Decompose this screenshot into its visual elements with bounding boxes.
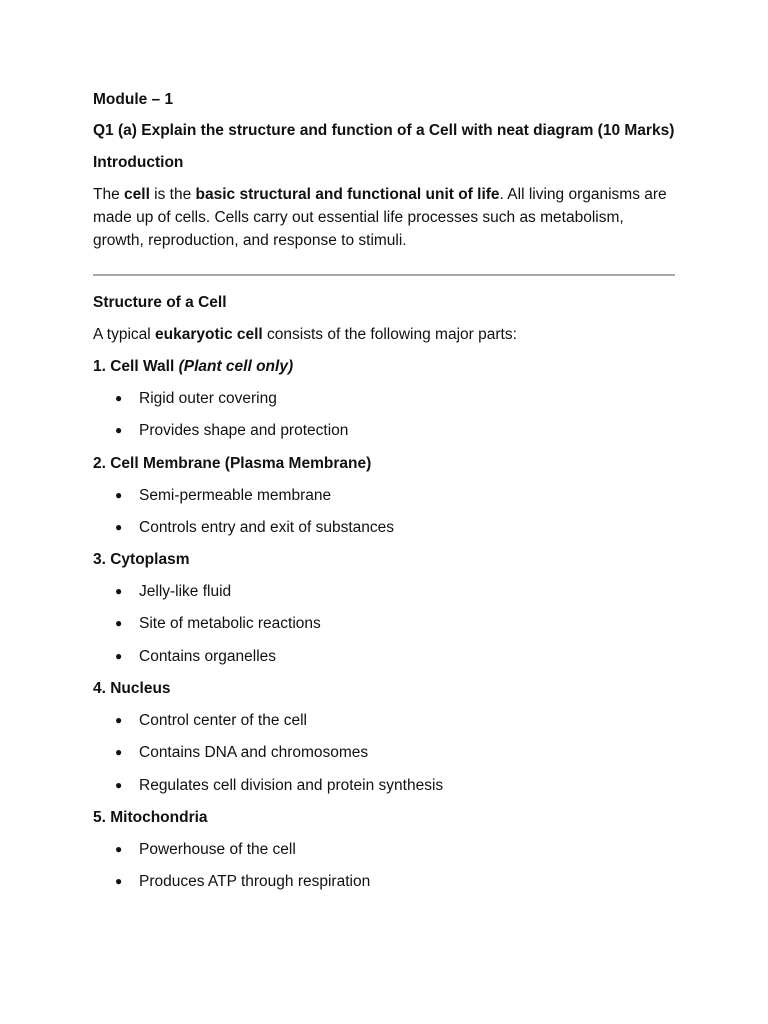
list-item-text: Control center of the cell — [139, 712, 308, 730]
structure-intro-bold: eukaryotic cell — [155, 326, 263, 343]
bullet-icon: ● — [115, 423, 123, 438]
list-item-text: Powerhouse of the cell — [139, 840, 296, 858]
bullet-icon: ● — [115, 777, 123, 792]
bullet-list-cell-membrane — [93, 484, 675, 539]
bullet-icon: ● — [115, 713, 123, 728]
section-title-nucleus: 4. Nucleus — [93, 680, 171, 698]
introduction-paragraph — [93, 183, 675, 252]
intro-bold-definition: basic structural and functional unit of life — [195, 186, 500, 203]
list-item — [93, 516, 675, 539]
list-item — [93, 741, 675, 764]
bullet-icon: ● — [115, 519, 123, 534]
list-item-text: Produces ATP through respiration — [139, 873, 371, 891]
section-title-mitochondria: 5. Mitochondria — [93, 808, 208, 826]
intro-text-3: . All living organisms are made up of cells. Cells carry out essential life processes such as metabolism, growth, reproduction, and response to stimuli. — [93, 186, 667, 249]
bullet-list-cytoplasm — [93, 580, 675, 668]
section-title-cell-membrane: 2. Cell Membrane (Plasma Membrane) — [93, 454, 372, 472]
list-item — [93, 419, 675, 442]
bullet-icon: ● — [115, 648, 123, 663]
structure-heading: Structure of a Cell — [93, 294, 227, 311]
bullet-icon: ● — [115, 487, 123, 502]
intro-text-2: is the — [149, 186, 196, 203]
intro-bold-cell: cell — [124, 186, 150, 203]
section-title-cytoplasm: 3. Cytoplasm — [93, 551, 190, 569]
list-item-text: Provides shape and protection — [139, 422, 349, 440]
list-item-text: Regulates cell division and protein synthesis — [139, 776, 444, 794]
bullet-list-nucleus — [93, 709, 675, 797]
list-item-text: Controls entry and exit of substances — [139, 518, 395, 536]
section-title-italic: (Plant cell only) — [178, 358, 294, 375]
list-item — [93, 645, 675, 668]
list-item-text: Semi-permeable membrane — [139, 486, 332, 504]
bullet-icon: ● — [115, 616, 123, 631]
list-item — [93, 387, 675, 410]
bullet-icon: ● — [115, 391, 123, 405]
list-item — [93, 612, 675, 635]
introduction-heading: Introduction — [93, 154, 184, 171]
intro-text-1: The — [93, 186, 125, 203]
structure-intro-text-2: consists of the following major parts: — [262, 326, 517, 343]
list-item — [93, 838, 675, 861]
section-title-cell-wall — [93, 355, 675, 378]
bullet-icon: ● — [115, 584, 123, 599]
horizontal-divider — [93, 274, 675, 276]
list-item — [93, 774, 675, 797]
list-item-text: Rigid outer covering — [139, 390, 277, 407]
bullet-list-cell-wall — [93, 387, 675, 442]
list-item-text: Contains organelles — [139, 647, 277, 665]
module-heading: Module – 1 — [93, 91, 174, 108]
list-item — [93, 580, 675, 603]
structure-intro-text-1: A typical — [93, 326, 156, 343]
list-item-text: Contains DNA and chromosomes — [139, 744, 369, 762]
structure-intro — [93, 323, 675, 346]
list-item — [93, 870, 675, 893]
question-heading: Q1 (a) Explain the structure and function of a Cell with neat diagram (10 Marks) — [93, 122, 675, 139]
bullet-icon: ● — [115, 874, 123, 889]
bullet-icon: ● — [115, 745, 123, 760]
list-item-text: Site of metabolic reactions — [139, 615, 321, 633]
bullet-icon: ● — [115, 841, 123, 856]
bullet-list-mitochondria — [93, 838, 675, 893]
list-item-text: Jelly-like fluid — [139, 583, 232, 601]
section-title-text: 1. Cell Wall — [93, 358, 179, 375]
list-item — [93, 709, 675, 732]
list-item — [93, 484, 675, 507]
